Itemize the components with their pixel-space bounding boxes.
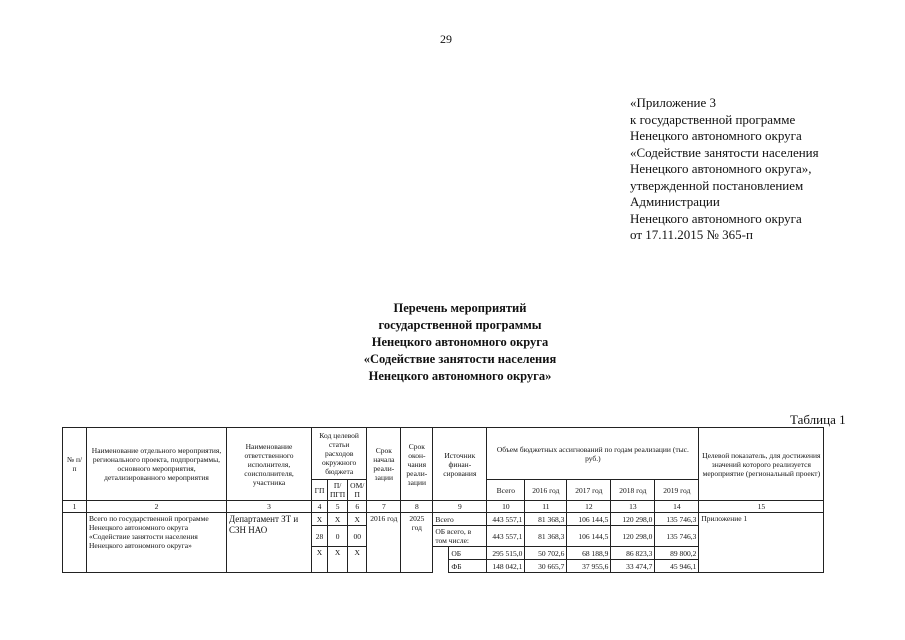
row-num	[63, 513, 87, 573]
title-line: государственной программы	[378, 318, 542, 332]
header-source: Источник финан-сирования	[433, 428, 487, 501]
row-end: 2025 год	[401, 513, 433, 573]
value-cell: 443 557,1	[487, 526, 525, 547]
code-cell: 0	[328, 526, 348, 547]
value-cell: 135 746,3	[655, 513, 699, 526]
value-cell: 106 144,5	[567, 526, 611, 547]
header-executor: Наименование ответственного исполнителя, соисполнителя, участника	[227, 428, 312, 501]
measures-table	[62, 427, 824, 573]
value-cell: 148 042,1	[487, 560, 525, 573]
page-number: 29	[440, 32, 452, 46]
appendix-line: утвержденной постановлением	[630, 177, 804, 193]
value-cell: 33 474,7	[611, 560, 655, 573]
value-cell: 443 557,1	[487, 513, 525, 526]
code-cell: Х	[312, 513, 328, 526]
source-label: ОБ	[449, 547, 487, 560]
source-label: Всего	[433, 513, 487, 526]
value-cell: 295 515,0	[487, 547, 525, 560]
column-number: 13	[611, 501, 655, 513]
value-cell: 120 298,0	[611, 513, 655, 526]
column-number: 14	[655, 501, 699, 513]
code-cell: Х	[328, 513, 348, 526]
source-spacer	[433, 547, 449, 573]
row-executor: Департамент ЗТ и СЗН НАО	[227, 513, 312, 573]
column-number: 7	[367, 501, 401, 513]
table-label: Таблица 1	[790, 412, 846, 427]
header-total: Всего	[487, 480, 525, 501]
header-start: Срок начала реали-зации	[367, 428, 401, 501]
title-line: Ненецкого автономного округа	[371, 335, 549, 349]
appendix-line: от 17.11.2015 № 365-п	[630, 227, 753, 242]
appendix-line: Ненецкого автономного округа»,	[630, 161, 812, 176]
header-end: Срок окон-чания реали-зации	[401, 428, 433, 501]
appendix-line: «Содействие занятости населения	[630, 144, 819, 160]
value-cell: 106 144,5	[567, 513, 611, 526]
title-line: Ненецкого автономного округа»	[368, 369, 552, 383]
column-number: 15	[699, 501, 824, 513]
value-cell: 68 188,9	[567, 547, 611, 560]
header-target: Целевой показатель, для достижения значений которого реализуется мероприятие (региональный проект)	[699, 428, 824, 501]
value-cell: 50 702,6	[525, 547, 567, 560]
header-code-pgp: П/ПГП	[328, 480, 348, 501]
code-cell: Х	[328, 547, 348, 573]
header-code: Код целевой статьи расходов окружного бюджета	[312, 428, 367, 480]
header-2016: 2016 год	[525, 480, 567, 501]
value-cell: 37 955,6	[567, 560, 611, 573]
column-number: 2	[87, 501, 227, 513]
row-target: Приложение 1	[699, 513, 824, 573]
header-2017: 2017 год	[567, 480, 611, 501]
code-cell: 28	[312, 526, 328, 547]
header-code-gp: ГП	[312, 480, 328, 501]
appendix-line: Ненецкого автономного округа	[630, 210, 802, 226]
code-cell: Х	[348, 547, 367, 573]
header-num: № п/п	[63, 428, 87, 501]
header-2019: 2019 год	[655, 480, 699, 501]
column-number: 11	[525, 501, 567, 513]
value-cell: 81 368,3	[525, 513, 567, 526]
value-cell: 86 823,3	[611, 547, 655, 560]
appendix-block	[630, 95, 890, 244]
header-name: Наименование отдельного мероприятия, регионального проекта, подпрограммы, основного мероприятия, детализированного мероприятия	[87, 428, 227, 501]
column-number: 4	[312, 501, 328, 513]
appendix-line: Ненецкого автономного округа	[630, 128, 802, 143]
title-line: «Содействие занятости населения	[363, 352, 557, 366]
appendix-line: Администрации	[630, 194, 720, 209]
title-line: Перечень мероприятий	[393, 301, 527, 315]
code-cell: 00	[348, 526, 367, 547]
column-number: 5	[328, 501, 348, 513]
code-cell: Х	[312, 547, 328, 573]
column-number: 10	[487, 501, 525, 513]
header-code-om: ОМ/П	[348, 480, 367, 501]
value-cell: 81 368,3	[525, 526, 567, 547]
value-cell: 120 298,0	[611, 526, 655, 547]
source-label: ФБ	[449, 560, 487, 573]
code-cell: Х	[348, 513, 367, 526]
appendix-line: «Приложение 3	[630, 95, 717, 110]
value-cell: 45 946,1	[655, 560, 699, 573]
value-cell: 89 800,2	[655, 547, 699, 560]
value-cell: 135 746,3	[655, 526, 699, 547]
column-number: 8	[401, 501, 433, 513]
row-start: 2016 год	[367, 513, 401, 573]
column-number: 9	[433, 501, 487, 513]
row-name: Всего по государственной программе Ненецкого автономного округа «Содействие занятости населения Ненецкого автономного округа»	[87, 513, 227, 573]
column-number: 3	[227, 501, 312, 513]
column-number: 6	[348, 501, 367, 513]
header-volume: Объем бюджетных ассигнований по годам реализации (тыс. руб.)	[487, 428, 699, 480]
source-label: ОБ всего, в том числе:	[433, 526, 487, 547]
header-2018: 2018 год	[611, 480, 655, 501]
value-cell: 30 665,7	[525, 560, 567, 573]
column-number: 1	[63, 501, 87, 513]
column-number: 12	[567, 501, 611, 513]
appendix-line: к государственной программе	[630, 111, 796, 127]
document-title	[300, 300, 620, 385]
